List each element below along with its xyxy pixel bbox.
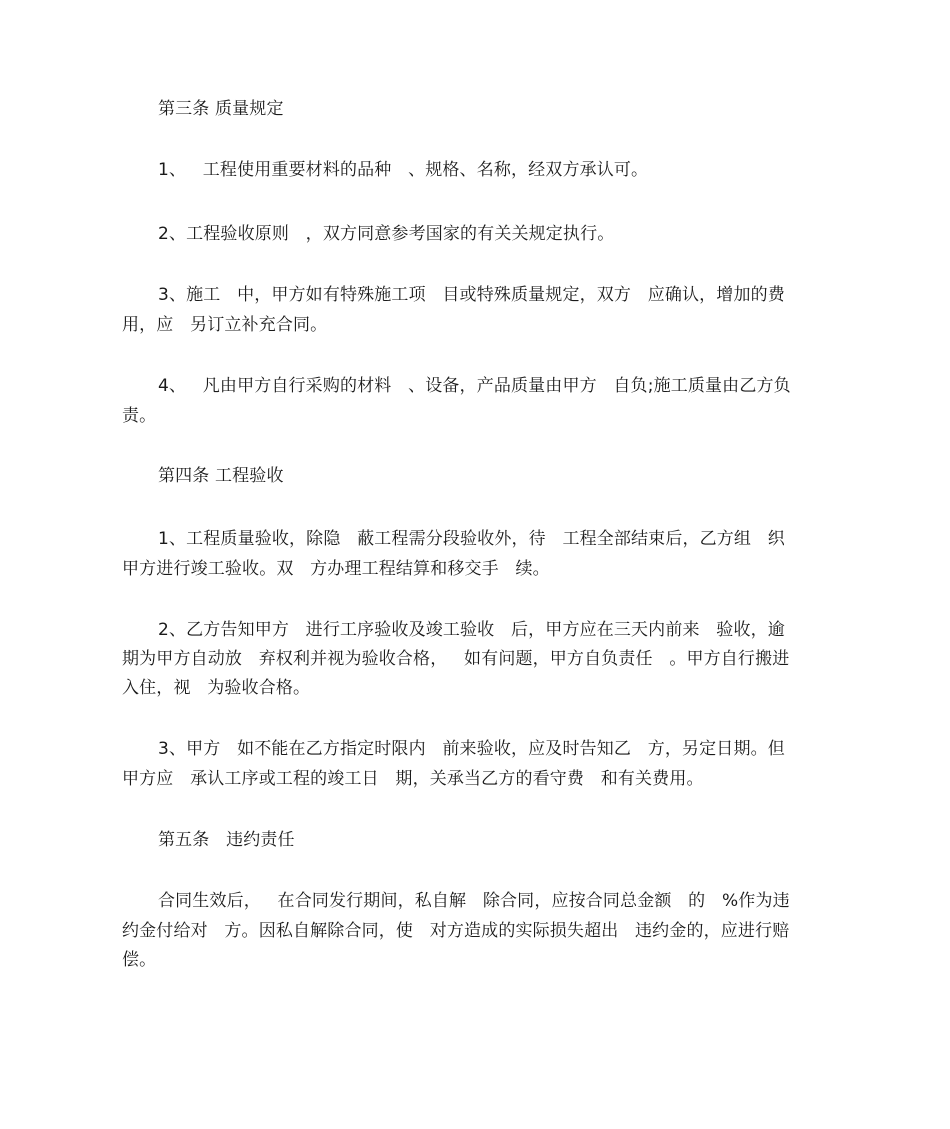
quality-clause-2-line-1: 2、工程验收原则 ，双方同意参考国家的有关关规定执行。 bbox=[158, 224, 615, 244]
liability-clause-line-2: 约金付给对 方。因私自解除合同，使 对方造成的实际损失超出 违约金的，应进行赔 bbox=[122, 921, 790, 941]
quality-clause-4-line-1: 4、 凡由甲方自行采购的材料 、设备，产品质量由甲方 自负;施工质量由乙方负 bbox=[158, 376, 791, 396]
acceptance-clause-2-line-3: 入住，视 为验收合格。 bbox=[122, 678, 311, 698]
section-heading-acceptance: 第四条 工程验收 bbox=[158, 466, 284, 486]
section-heading-liability: 第五条 违约责任 bbox=[158, 830, 295, 850]
acceptance-clause-3-line-2: 甲方应 承认工序或工程的竣工日 期，关承当乙方的看守费 和有关费用。 bbox=[122, 769, 704, 789]
acceptance-clause-2-line-1: 2、乙方告知甲方 进行工序验收及竣工验收 后，甲方应在三天内前来 验收，逾 bbox=[158, 620, 785, 640]
liability-clause-line-3: 偿。 bbox=[122, 950, 157, 970]
acceptance-clause-3-line-1: 3、甲方 如不能在乙方指定时限内 前来验收，应及时告知乙 方，另定日期。但 bbox=[158, 739, 785, 759]
liability-clause-line-1: 合同生效后， 在合同发行期间，私自解 除合同，应按合同总金额 的 %作为违 bbox=[158, 891, 790, 911]
acceptance-clause-2-line-2: 期为甲方自动放 弃权利并视为验收合格， 如有问题，甲方自负责任 。甲方自行搬进 bbox=[122, 649, 790, 669]
quality-clause-1-line-1: 1、 工程使用重要材料的品种 、规格、名称，经双方承认可。 bbox=[158, 160, 649, 180]
quality-clause-4-line-2: 责。 bbox=[122, 406, 157, 426]
section-heading-quality: 第三条 质量规定 bbox=[158, 99, 284, 119]
quality-clause-3-line-2: 用，应 另订立补充合同。 bbox=[122, 315, 328, 335]
acceptance-clause-1-line-1: 1、工程质量验收，除隐 蔽工程需分段验收外，待 工程全部结束后，乙方组 织 bbox=[158, 529, 785, 549]
acceptance-clause-1-line-2: 甲方进行竣工验收。双 方办理工程结算和移交手 续。 bbox=[122, 559, 550, 579]
quality-clause-3-line-1: 3、施工 中，甲方如有特殊施工项 目或特殊质量规定，双方 应确认，增加的费 bbox=[158, 285, 785, 305]
